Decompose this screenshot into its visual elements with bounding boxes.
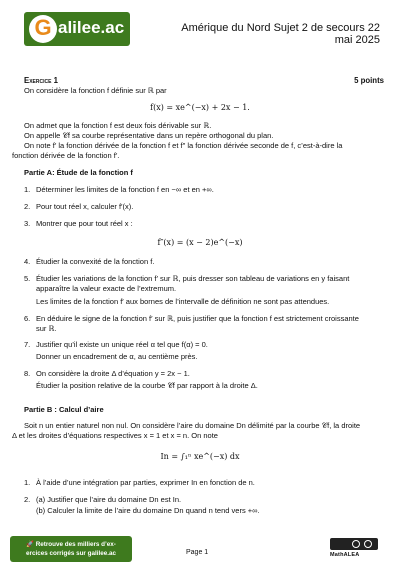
logo-letter: G (34, 15, 52, 40)
question-number: 5. (24, 274, 31, 283)
page-number: Page 1 (186, 549, 209, 556)
partB-title: Partie B : Calcul d’aire (24, 405, 104, 414)
partA-q5 (24, 274, 349, 284)
question-number: 8. (24, 369, 31, 378)
mathalea-brand: MathALEA (330, 552, 360, 558)
question-text: Pour tout réel x, calculer f′(x). (36, 202, 134, 211)
partA-q6 (24, 314, 359, 324)
integral-formula: In = ∫₁ⁿ xe^(−x) dx (160, 452, 240, 461)
question-text: En déduire le signe de la fonction f′ sur ℝ, puis justifier que la fonction f est strictement croissante (36, 314, 359, 323)
second-derivative-formula: f″(x) = (x − 2)e^(−x) (157, 238, 243, 247)
partA-q7-cont: Donner un encadrement de α, au centième près. (36, 352, 198, 361)
question-number: 1. (24, 185, 31, 194)
question-number: 2. (24, 495, 31, 504)
question-number: 3. (24, 219, 31, 228)
question-text: Étudier la convexité de la fonction f. (36, 257, 155, 266)
galilee-logo[interactable] (24, 12, 130, 46)
partA-q6-cont: sur ℝ. (36, 324, 57, 333)
partB-intro-1: Soit n un entier naturel non nul. On considère l’aire du domaine Dn délimité par la courbe 𝒞f, la droite (24, 421, 361, 430)
partB-q2 (24, 495, 181, 505)
partB-q1 (24, 478, 255, 488)
creative-commons-icon (330, 538, 378, 550)
question-text: On considère la droite Δ d’équation y = 2x − 1. (36, 369, 190, 378)
exercise-note-1: On note f′ la fonction dérivée de la fonction f et f″ la fonction dérivée seconde de f, c’est-à-dire la (24, 141, 343, 150)
question-number: 7. (24, 340, 31, 349)
partA-q5-cont: apparaître la valeur exacte de l’extremum. (36, 284, 177, 293)
question-text: (a) Justifier que l’aire du domaine Dn est In. (36, 495, 182, 504)
partA-q8 (24, 369, 190, 379)
page-header (0, 0, 400, 60)
logo-text: alilee.ac (58, 18, 125, 37)
exercise-admit: On admet que la fonction f est deux fois dérivable sur ℝ. (24, 121, 212, 130)
partB-q2b: (b) Calculer la limite de l’aire du domaine Dn quand n tend vers +∞. (36, 506, 260, 515)
cc-sa-icon (364, 540, 372, 548)
exercise-heading (24, 76, 384, 86)
question-text: Montrer que pour tout réel x : (36, 219, 133, 228)
exercise-curve: On appelle 𝒞f sa courbe représentative dans un repère orthogonal du plan. (24, 131, 274, 140)
question-text: Étudier les variations de la fonction f′ sur ℝ, puis dresser son tableau de variations en y faisant (36, 274, 350, 283)
document-title-line1: Amérique du Nord Sujet 2 de secours 22 (181, 22, 380, 34)
partA-title: Partie A: Étude de la fonction f (24, 168, 133, 177)
partA-q7 (24, 340, 208, 350)
function-formula: f(x) = xe^(−x) + 2x − 1. (150, 103, 250, 112)
question-number: 6. (24, 314, 31, 323)
question-text: Déterminer les limites de la fonction f en −∞ et en +∞. (36, 185, 214, 194)
ad-line-2: ercices corrigés sur galilee.ac (26, 550, 116, 557)
partA-q8-cont: Étudier la position relative de la courbe 𝒞f par rapport à la droite Δ. (36, 381, 258, 390)
partA-q4 (24, 257, 154, 267)
partA-q1 (24, 185, 214, 195)
exercise-note-2: fonction dérivée de la fonction f′. (12, 151, 120, 160)
exercise-title: Exercice 1 (24, 76, 58, 85)
partA-q5-note: Les limites de la fonction f′ aux bornes de l’intervalle de définition ne sont pas attendues. (36, 297, 330, 306)
page-footer (0, 530, 400, 566)
partB-intro-2: Δ et les droites d’équations respectives x = 1 et x = n. On note (12, 431, 218, 440)
cc-by-icon (352, 540, 360, 548)
logo-circle (29, 15, 57, 43)
exercise-points: 5 points (354, 76, 384, 85)
document-title (170, 22, 380, 46)
question-text: À l’aide d’une intégration par parties, exprimer In en fonction de n. (36, 478, 255, 487)
question-text: Justifier qu’il existe un unique réel α tel que f(α) = 0. (36, 340, 208, 349)
question-number: 4. (24, 257, 31, 266)
question-number: 1. (24, 478, 31, 487)
partA-q2 (24, 202, 133, 212)
document-title-line2: mai 2025 (334, 34, 380, 46)
partA-q3 (24, 219, 133, 229)
exercise-intro: On considère la fonction f définie sur ℝ par (24, 86, 167, 95)
question-number: 2. (24, 202, 31, 211)
galilee-ad-link[interactable] (10, 536, 132, 562)
ad-line-1: 🚀 Retrouve des milliers d’ex- (26, 541, 116, 548)
